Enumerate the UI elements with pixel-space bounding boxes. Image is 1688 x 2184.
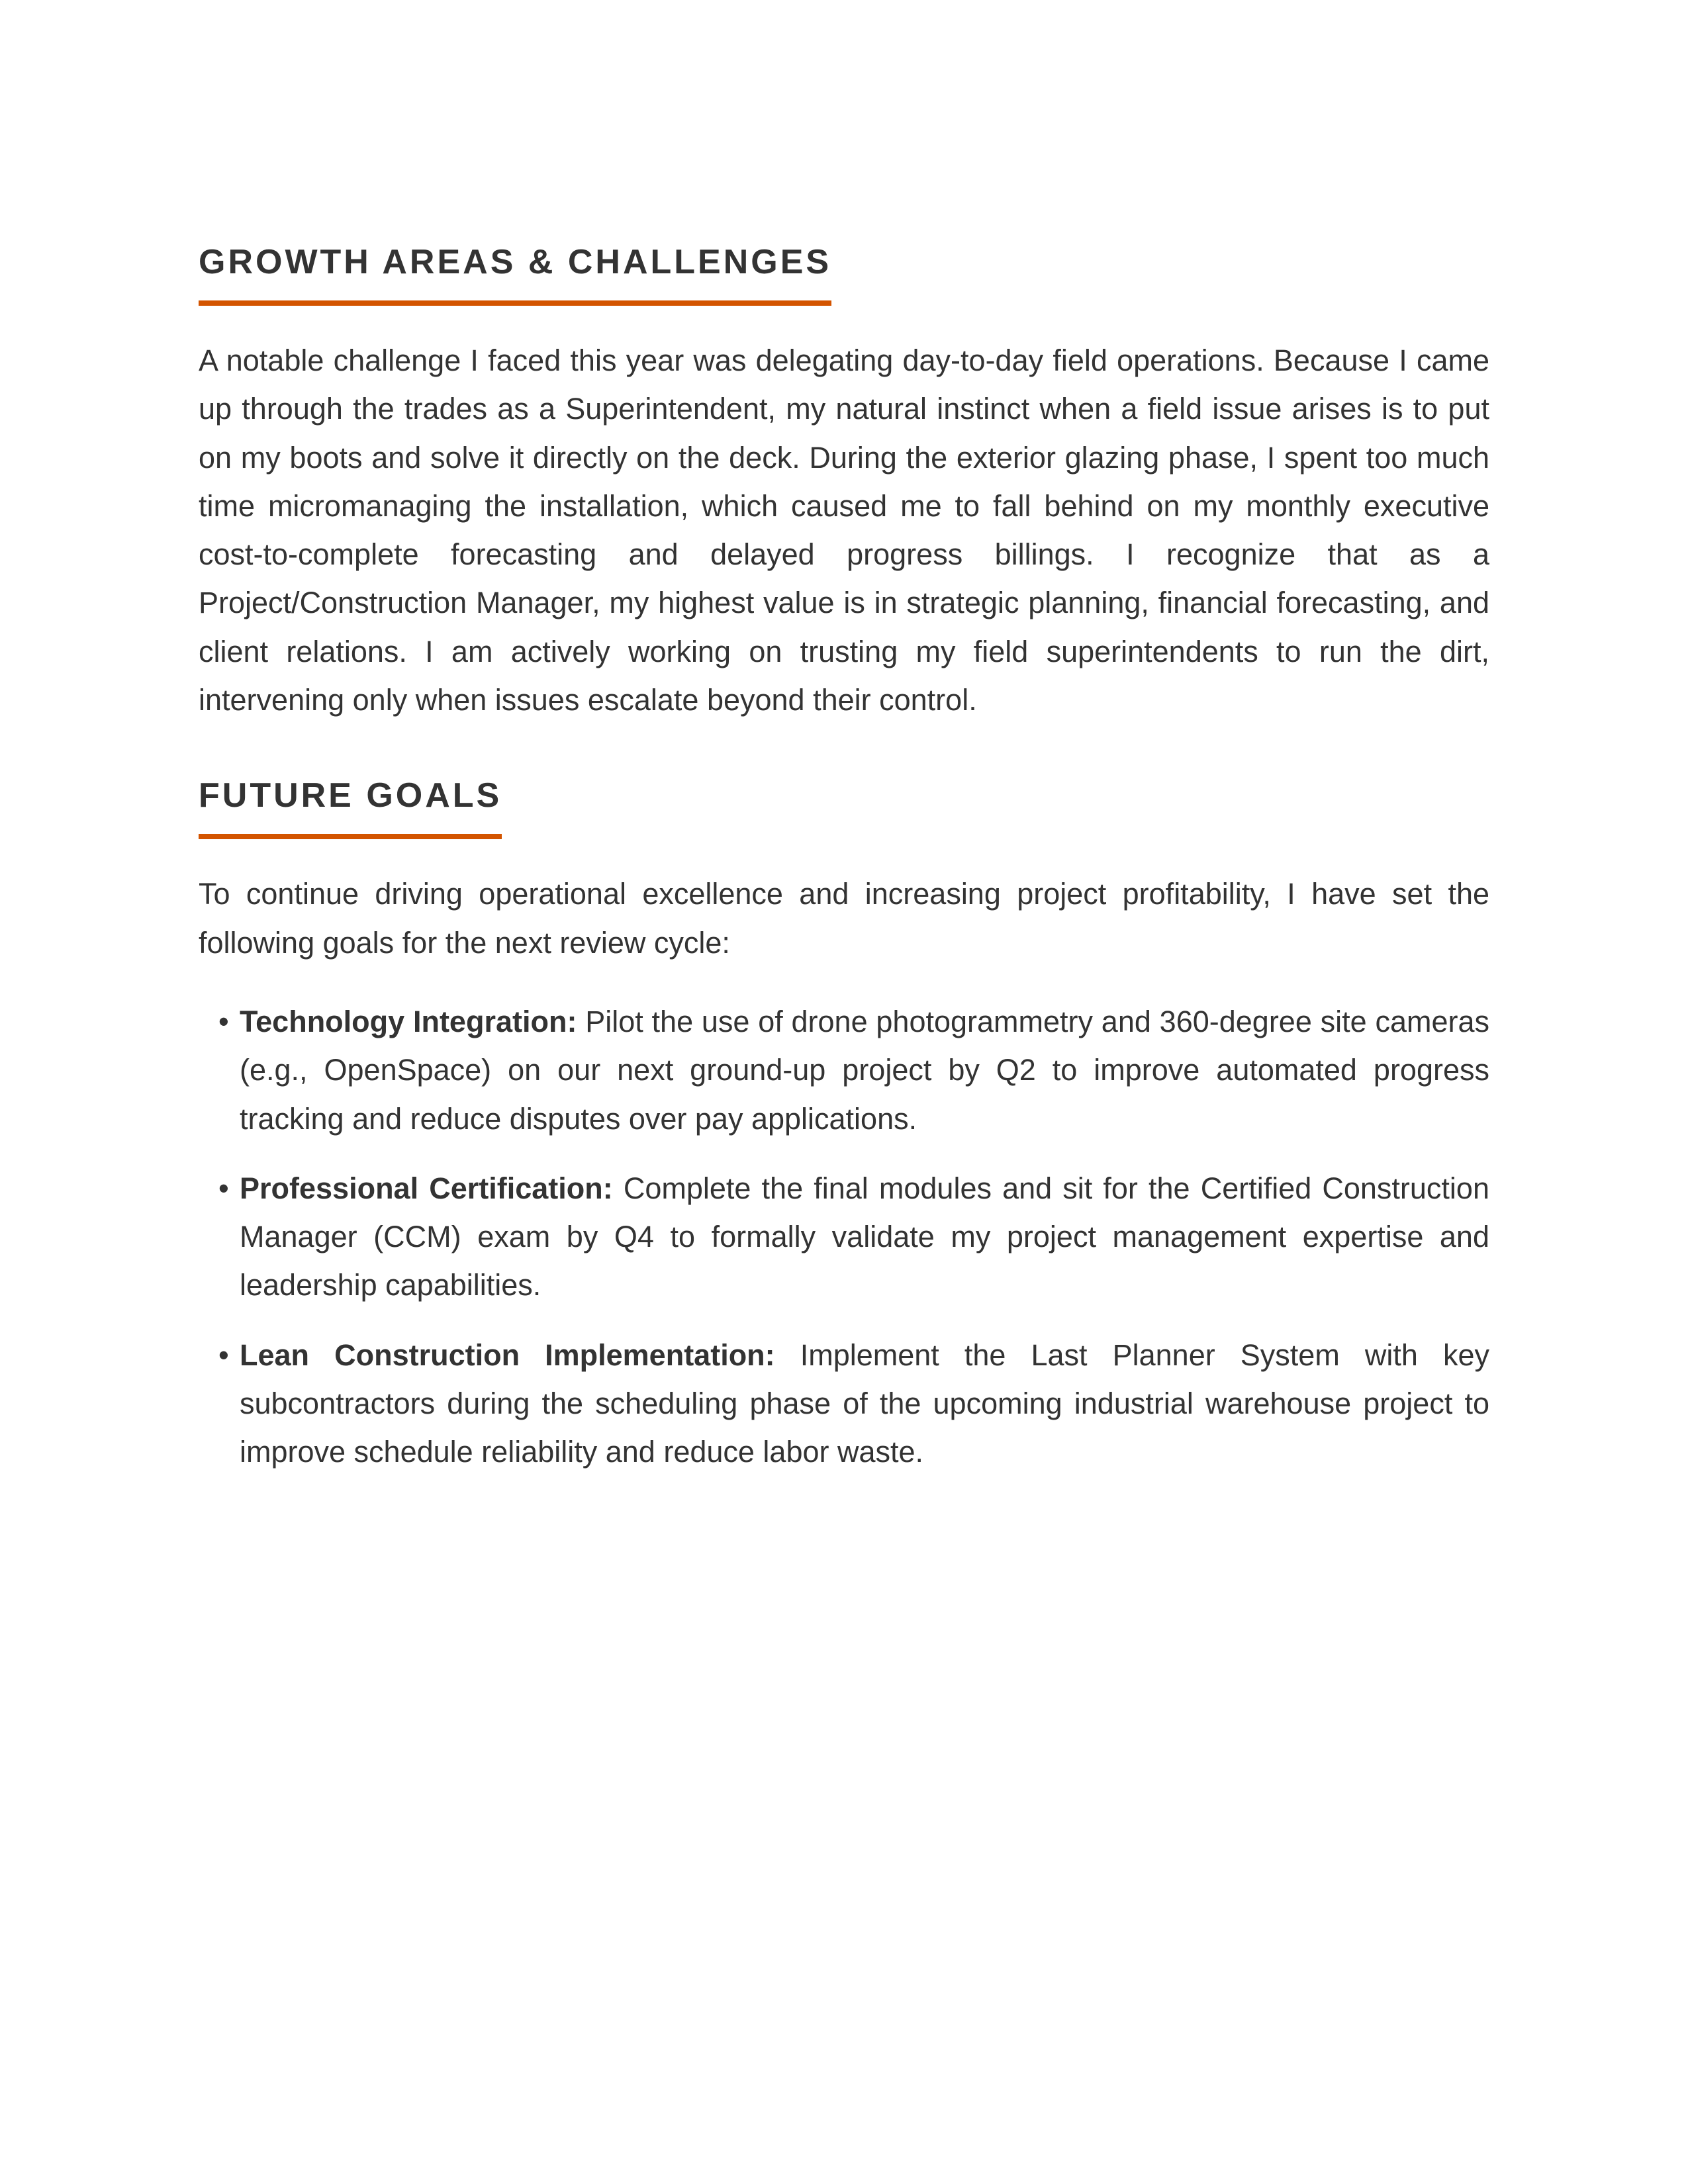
goal-item-technology-integration (199, 997, 1489, 1143)
goal-text: Implement the Last Planner System with key subcontractors during the scheduling phase of the upcoming industrial warehouse project to improve schedule reliability and reduce labor waste. (240, 1338, 1489, 1469)
growth-heading: GROWTH AREAS & CHALLENGES (199, 238, 831, 306)
growth-paragraph: A notable challenge I faced this year was delegating day-to-day field operations. Because I came up through the trades as a Superintendent, my natural instinct when a field issue arises is to put on my boots and solve it directly on the deck. During the exterior glazing phase, I spent too much time micromanaging the installation, which caused me to fall behind on my monthly executive cost-to-complete forecasting and delayed progress billings. I recognize that as a Project/Construction Manager, my highest value is in strategic planning, financial forecasting, and client relations. I am actively working on trusting my field superintendents to run the dirt, intervening only when issues escalate beyond their control. (199, 343, 1489, 717)
goal-title: Lean Construction Implementation: (240, 1338, 775, 1372)
goal-item-lean-construction (199, 1331, 1489, 1477)
goal-text: Pilot the use of drone photogrammetry and 360-degree site cameras (e.g., OpenSpace) on our next ground-up project by Q2 to improve automated progress tracking and reduce disputes over pay applications. (240, 1004, 1489, 1136)
goal-title: Technology Integration: (240, 1004, 577, 1038)
goal-text: Complete the final modules and sit for the Certified Construction Manager (CCM) exam by Q4 to formally validate my project management expertise and leadership capabilities. (240, 1171, 1489, 1302)
future-goals-intro: To continue driving operational excellence and increasing project profitability, I have set the following goals for the next review cycle: (199, 877, 1489, 960)
bullet-icon: • (218, 1004, 229, 1038)
growth-section (199, 238, 1489, 724)
bullet-icon: • (218, 1171, 229, 1205)
future-goals-heading: FUTURE GOALS (199, 772, 502, 839)
goal-item-professional-certification (199, 1164, 1489, 1310)
goal-title: Professional Certification: (240, 1171, 613, 1205)
bullet-icon: • (218, 1338, 229, 1372)
future-goals-section (199, 724, 1489, 1476)
goals-list (199, 997, 1489, 1477)
document-page (199, 238, 1489, 1498)
